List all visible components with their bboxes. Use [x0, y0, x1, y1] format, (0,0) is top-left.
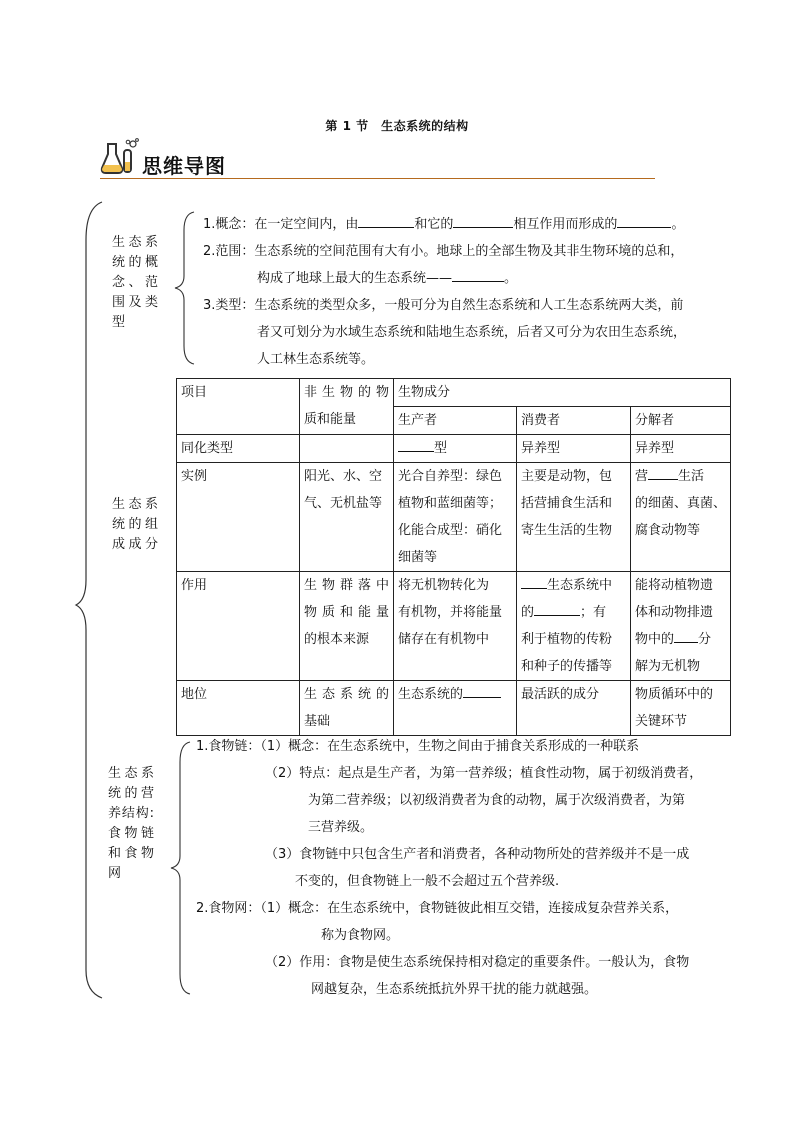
- section1-brace: [172, 210, 196, 366]
- scope-line-1: 2.范围：生态系统的空间范围有大有小。地球上的全部生物及其非生物环境的总和，: [203, 244, 684, 259]
- cell-decomposer-status: 物质循环中的 关键环节: [631, 681, 731, 736]
- cell-label-example: 实例: [177, 463, 300, 572]
- foodchain-feature-2: 为第二营养级；以初级消费者为食的动物，属于次级消费者，为第: [308, 793, 686, 808]
- cell-abiotic-function: 生物群落中 物质和能量 的根本来源: [300, 572, 394, 681]
- blank-saprophytic: [648, 465, 678, 480]
- table-header-row: [177, 379, 731, 407]
- components-table: [176, 378, 731, 736]
- header-abiotic: 非生物的物 质和能量: [300, 379, 394, 435]
- foodweb-concept-1: 2.食物网：（1）概念：在生态系统中，食物链彼此相互交错，连接成复杂营养关系，: [196, 901, 679, 916]
- cell-consumer-function: 生态系统中 的 ；有 利于植物的传粉 和种子的传播等: [517, 572, 631, 681]
- foodweb-concept-2: 称为食物网。: [321, 928, 400, 943]
- cell-producer-status: 生态系统的: [394, 681, 517, 736]
- section2-label: 生态系 统的组 成成分: [112, 497, 158, 552]
- types-line-2: 者又可划分为水域生态系统和陆地生态系统，后者又可分为农田生态系统，: [257, 325, 687, 340]
- blank-organic-matter: [674, 628, 698, 643]
- heading-underline: [100, 178, 655, 179]
- foodchain-feature-1: （2）特点：起点是生产者，为第一营养级；植食性动物，属于初级消费者，: [265, 766, 703, 781]
- section3-content: [196, 733, 736, 1003]
- section3-brace: [168, 740, 192, 996]
- header-decomposer: 分解者: [631, 407, 731, 435]
- cell-label-function: 作用: [177, 572, 300, 681]
- cell-producer-example: 光合自养型：绿色 植物和蓝细菌等； 化能合成型：硝化 细菌等: [394, 463, 517, 572]
- section1-label: 生态系 统的概 念、范 围及类 型: [112, 235, 158, 330]
- mind-map-heading: 思维导图: [142, 154, 226, 178]
- header-biotic: 生物成分: [394, 379, 731, 407]
- cell-label-status: 地位: [177, 681, 300, 736]
- blank-cornerstone: [463, 683, 501, 698]
- blank-biotic-community: [358, 213, 414, 228]
- cell-abiotic-status: 生态系统的 基础: [300, 681, 394, 736]
- table-row: [177, 463, 731, 572]
- header-producer: 生产者: [394, 407, 517, 435]
- blank-accelerate: [521, 574, 547, 589]
- page-title: 第 1 节 生态系统的结构: [325, 119, 469, 133]
- header-consumer: 消费者: [517, 407, 631, 435]
- section1-content: [203, 211, 733, 373]
- section3-label: 生态系 统的营 养结构: 食物链 和食物 网: [108, 766, 154, 881]
- blank-autotroph: [398, 437, 434, 452]
- foodchain-note-1: （3）食物链中只包含生产者和消费者，各种动物所处的营养级并不是一成: [265, 847, 690, 862]
- cell-decomposer-function: 能将动植物遗 体和动物排遗 物中的 分 解为无机物: [631, 572, 731, 681]
- table-row: [177, 435, 731, 463]
- cell-consumer-type: 异养型: [517, 435, 631, 463]
- foodchain-concept: 1.食物链：（1）概念：在生态系统中，生物之间由于捕食关系形成的一种联系: [196, 739, 640, 754]
- header-item: 项目: [177, 379, 300, 435]
- cell-consumer-status: 最活跃的成分: [517, 681, 631, 736]
- cell-producer-function: 将无机物转化为 有机物，并将能量 储存在有机物中: [394, 572, 517, 681]
- flask-icon: [100, 138, 142, 178]
- cell-consumer-example: 主要是动物，包 括营捕食生活和 寄生生活的生物: [517, 463, 631, 572]
- cell-abiotic-example: 阳光、水、空 气、无机盐等: [300, 463, 394, 572]
- table-row: [177, 572, 731, 681]
- cell-producer-type: 型: [394, 435, 517, 463]
- concept-line: 1.概念：在一定空间内，由 和它的 相互作用而形成的 。: [203, 211, 733, 238]
- blank-material-cycle: [534, 601, 580, 616]
- cell-decomposer-example: 营 生活 的细菌、真菌、 腐食动物等: [631, 463, 731, 572]
- scope-line-2: 构成了地球上最大的生态系统—— 。: [203, 265, 733, 292]
- cell-label-type: 同化类型: [177, 435, 300, 463]
- cell-abiotic-type: [300, 435, 394, 463]
- cell-decomposer-type: 异养型: [631, 435, 731, 463]
- blank-environment: [453, 213, 513, 228]
- foodchain-feature-3: 三营养级。: [308, 820, 374, 835]
- foodchain-note-2: 不变的，但食物链上一般不会超过五个营养级.: [295, 874, 560, 889]
- blank-whole: [617, 213, 671, 228]
- table-row: [177, 681, 731, 736]
- main-brace: [72, 200, 104, 1000]
- types-line-1: 3.类型：生态系统的类型众多，一般可分为自然生态系统和人工生态系统两大类，前: [203, 298, 684, 313]
- foodweb-function-1: （2）作用：食物是使生态系统保持相对稳定的重要条件。一般认为，食物: [265, 955, 690, 970]
- blank-biosphere: [452, 267, 504, 282]
- types-line-3: 人工林生态系统等。: [257, 352, 375, 367]
- foodweb-function-2: 网越复杂，生态系统抵抗外界干扰的能力就越强。: [311, 982, 598, 997]
